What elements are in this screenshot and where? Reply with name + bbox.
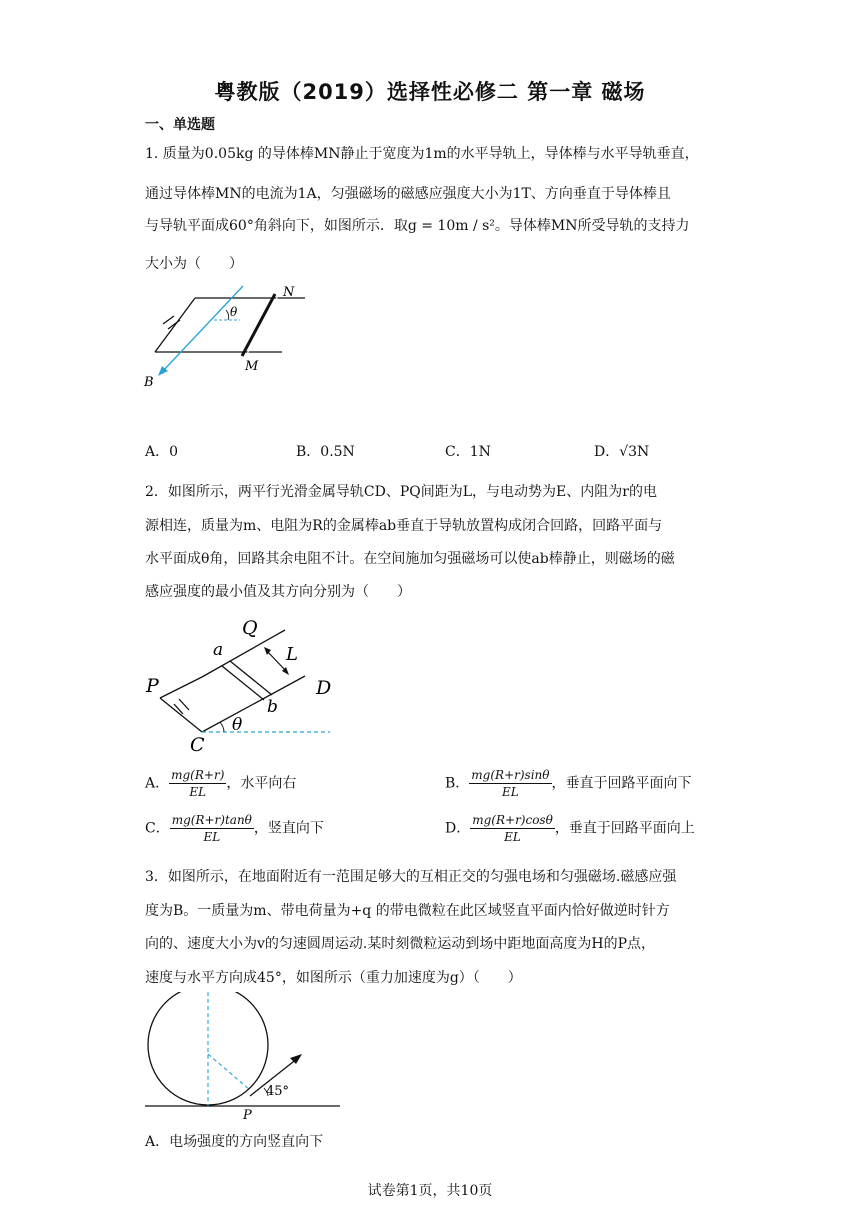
q2-option-d	[445, 813, 695, 844]
q2-option-a-suffix: ，水平向右	[226, 775, 297, 792]
section-heading: 一、单选题	[145, 117, 215, 133]
q2-line-1: 2．如图所示，两平行光滑金属导轨CD、PQ间距为L，与电动势为E、内阻为r的电	[145, 484, 657, 500]
q2-option-b	[445, 768, 692, 799]
page-footer: 试卷第1页，共10页	[367, 1183, 493, 1199]
q2-option-c	[145, 813, 324, 844]
q2-option-d-suffix: ，垂直于回路平面向上	[554, 820, 695, 837]
q1-option-b: B．0.5N	[296, 444, 355, 460]
q3-label-p: P	[243, 1108, 252, 1122]
q2-option-b-numerator: mg(R+r)sinθ	[471, 768, 550, 782]
q3-option-a: A．电场强度的方向竖直向下	[145, 1134, 324, 1150]
page-title: 粤教版（2019）选择性必修二 第一章 磁场	[214, 80, 646, 104]
q3-label-angle: 45°	[266, 1084, 290, 1099]
q2-label-p: P	[146, 675, 159, 697]
q2-option-c-prefix: C．	[145, 820, 170, 837]
q2-option-d-denominator: EL	[504, 830, 521, 844]
q2-option-a-prefix: A．	[145, 775, 170, 792]
q2-option-c-numerator: mg(R+r)tanθ	[171, 813, 252, 827]
q2-option-a-denominator: EL	[189, 785, 207, 799]
q2-option-a-numerator: mg(R+r)	[171, 768, 225, 782]
q2-label-d: D	[316, 677, 332, 699]
q2-option-c-denominator: EL	[203, 830, 221, 844]
q1-line-4: 大小为（ ）	[145, 256, 243, 272]
q2-option-d-prefix: D．	[445, 820, 471, 837]
q2-option-b-prefix: B．	[445, 775, 470, 792]
q3-line-3: 向的、速度大小为v的匀速圆周运动.某时刻微粒运动到场中距地面高度为H的P点，	[145, 936, 655, 952]
q2-line-4: 感应强度的最小值及其方向分别为（ ）	[145, 584, 411, 600]
q2-label-b: b	[267, 697, 278, 717]
q2-label-theta: θ	[232, 715, 243, 735]
q2-option-b-denominator: EL	[502, 785, 519, 799]
q2-option-a-fraction	[169, 768, 226, 799]
q2-option-c-fraction	[170, 813, 254, 844]
q2-line-2: 源相连，质量为m、电阻为R的金属棒ab垂直于导轨放置构成闭合回路，回路平面与	[145, 518, 663, 534]
q3-line-1: 3．如图所示，在地面附近有一范围足够大的互相正交的匀强电场和匀强磁场.磁感应强	[145, 869, 677, 885]
q1-option-a: A．0	[145, 444, 179, 460]
q2-option-b-fraction	[469, 768, 551, 799]
q2-option-d-fraction	[470, 813, 555, 844]
q1-figure	[140, 280, 320, 395]
q2-label-q: Q	[242, 617, 258, 639]
q2-option-d-numerator: mg(R+r)cosθ	[472, 813, 553, 827]
q2-figure	[140, 610, 340, 755]
q1-label-theta: θ	[230, 305, 238, 319]
q1-line-3: 与导轨平面成60°角斜向下，如图所示．取g = 10m / s²。导体棒MN所受导轨的支持力	[145, 218, 690, 234]
q1-option-d: D．√3N	[594, 444, 650, 460]
q2-option-a	[145, 768, 296, 799]
q1-label-b: B	[144, 375, 154, 390]
q3-figure	[140, 992, 350, 1122]
q2-option-b-suffix: ，垂直于回路平面向下	[551, 775, 692, 792]
q2-label-l: L	[286, 644, 298, 665]
q3-line-2: 度为B。一质量为m、带电荷量为+q 的带电微粒在此区域竖直平面内恰好做逆时针方	[145, 903, 670, 919]
q1-label-n: N	[283, 285, 295, 300]
q2-line-3: 水平面成θ角，回路其余电阻不计。在空间施加匀强磁场可以使ab棒静止，则磁场的磁	[145, 551, 675, 567]
q1-option-c: C．1N	[445, 444, 491, 460]
q2-label-a: a	[213, 640, 224, 660]
q3-line-4: 速度与水平方向成45°，如图所示（重力加速度为g）（ ）	[145, 970, 522, 986]
q1-line-2: 通过导体棒MN的电流为1A，匀强磁场的磁感应强度大小为1T、方向垂直于导体棒且	[145, 186, 671, 202]
q1-label-m: M	[245, 359, 259, 374]
q2-label-c: C	[190, 734, 205, 755]
q2-option-c-suffix: ，竖直向下	[253, 820, 324, 837]
q1-line-1: 1. 质量为0.05kg 的导体棒MN静止于宽度为1m的水平导轨上，导体棒与水平导轨垂直，	[145, 146, 699, 162]
